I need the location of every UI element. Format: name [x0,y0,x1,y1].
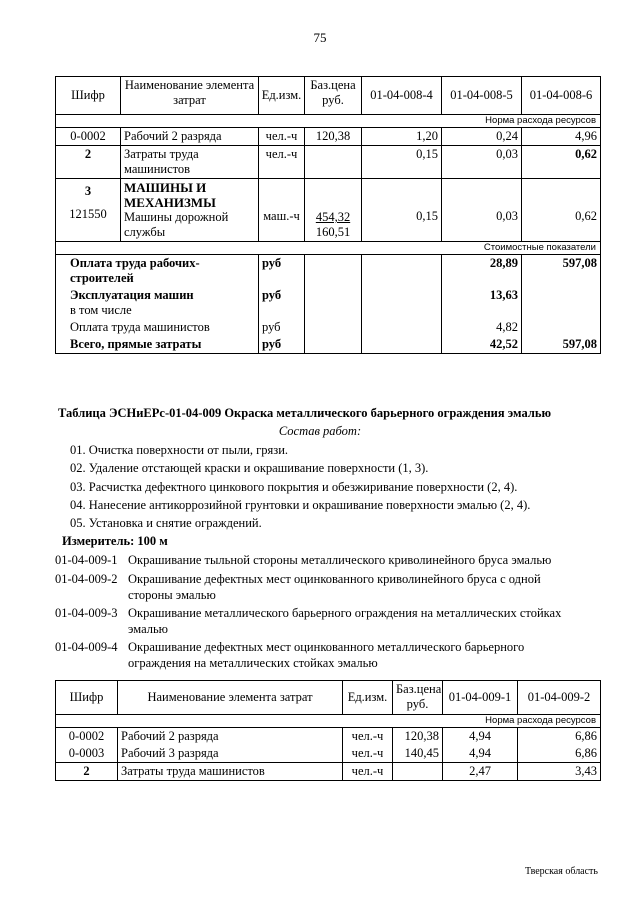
row-value: 0,62 [522,179,601,242]
row-code: 121550 [69,207,107,221]
summary-name: Всего, прямые затраты [56,336,259,354]
row-value: 3,43 [518,763,601,781]
header-col-1: 01-04-009-1 [443,681,518,715]
item-description: Окрашивание тыльной стороны металлического криволинейного бруса эмалью [128,553,552,567]
resource-table-008 [55,76,601,354]
norma-note: Норма расхода ресурсов [56,115,601,128]
item-code: 01-04-009-2 [55,572,118,586]
item-description [128,571,588,603]
row-unit: чел.-ч [343,728,393,746]
norma-note: Норма расхода ресурсов [56,715,601,728]
table-title: Таблица ЭСНиЕРс-01-04-009 Окраска металлического барьерного ограждения эмалью [58,406,552,420]
row-name: Машины дорожной службы [124,210,229,239]
summary-value: 13,63 [442,287,522,319]
row-value: 4,94 [443,728,518,746]
row-value: 0,15 [362,179,442,242]
row-value: 2,47 [443,763,518,781]
header-col-2: 01-04-008-5 [442,77,522,115]
summary-unit: руб [259,255,305,288]
item-description-line: Окрашивание дефектных мест оцинкованного металлического барьерного [128,640,525,654]
header-shifr: Шифр [56,681,118,715]
summary-name: Эксплуатация машин [70,288,194,302]
header-price: Баз.цена руб. [305,77,362,115]
item-description-line: эмалью [128,622,169,636]
summary-name: Оплата труда рабочих-строителей [56,255,259,288]
header-col-3: 01-04-008-6 [522,77,601,115]
row-value: 0,03 [442,146,522,179]
row-name: Затраты труда машинистов [118,763,343,781]
row-price-secondary: 160,51 [315,225,351,239]
item-description [128,605,588,637]
row-price: 454,32 [315,210,351,224]
item-description-line: Окрашивание дефектных мест оцинкованного криволинейного бруса с одной [128,572,541,586]
page-number: 75 [313,30,327,45]
cost-note: Стоимостные показатели [56,242,601,255]
work-item: 03. Расчистка дефектного цинкового покрытия и обезжиривание поверхности (2, 4). [70,480,518,494]
header-unit: Ед.изм. [259,77,305,115]
summary-value [522,287,601,319]
header-col-1: 01-04-008-4 [362,77,442,115]
header-name: Наименование элемента затрат [121,77,259,115]
row-value: 1,20 [362,128,442,146]
row-value: 0,15 [362,146,442,179]
work-item: 04. Нанесение антикоррозийной грунтовки и окрашивание поверхности эмалью (2, 4). [70,498,531,512]
summary-value: 42,52 [442,336,522,354]
works-subtitle: Состав работ: [278,424,362,438]
row-code: 2 [56,763,118,781]
header-price: Баз.цена руб. [393,681,443,715]
row-code: 0-0003 [56,745,118,763]
row-value: 0,24 [442,128,522,146]
header-shifr: Шифр [56,77,121,115]
row-price [393,763,443,781]
item-code: 01-04-009-4 [55,640,118,654]
summary-value: 28,89 [442,255,522,288]
item-code: 01-04-009-3 [55,606,118,620]
header-col-2: 01-04-009-2 [518,681,601,715]
work-item: 02. Удаление отстающей краски и окрашивание поверхности (1, 3). [70,461,429,475]
row-name: Затраты труда машинистов [121,146,259,179]
summary-unit: руб [259,287,305,319]
row-unit: чел.-ч [343,745,393,763]
summary-value: 597,08 [522,336,601,354]
row-price: 120,38 [393,728,443,746]
summary-value: 597,08 [522,255,601,288]
row-unit: чел.-ч [259,128,305,146]
row-code: 0-0002 [56,728,118,746]
resource-table-009 [55,680,601,781]
summary-subname: в том числе [70,303,132,317]
meter-label: Измеритель: 100 м [62,534,168,548]
header-name: Наименование элемента затрат [118,681,343,715]
row-value: 0,03 [442,179,522,242]
row-name: Рабочий 2 разряда [118,728,343,746]
work-item: 01. Очистка поверхности от пыли, грязи. [70,443,289,457]
row-code: 2 [56,146,121,179]
row-unit: чел.-ч [259,146,305,179]
row-value: 4,96 [522,128,601,146]
summary-value: 4,82 [442,319,522,336]
footer-region: Тверская область [524,866,598,877]
item-description [128,639,588,671]
item-description-line: Окрашивание металлического барьерного ограждения на металлических стойках [128,606,562,620]
row-name: Рабочий 3 разряда [118,745,343,763]
header-unit: Ед.изм. [343,681,393,715]
row-value: 6,86 [518,728,601,746]
section-heading: МАШИНЫ И МЕХАНИЗМЫ [124,180,216,210]
row-value: 6,86 [518,745,601,763]
row-value: 0,62 [522,146,601,179]
row-price: 120,38 [305,128,362,146]
row-unit: маш.-ч [259,179,305,242]
row-unit: чел.-ч [343,763,393,781]
row-price: 140,45 [393,745,443,763]
item-code: 01-04-009-1 [55,553,118,567]
row-price [305,146,362,179]
work-item: 05. Установка и снятие ограждений. [70,516,262,530]
summary-name: Оплата труда машинистов [56,319,259,336]
summary-unit: руб [259,336,305,354]
summary-value [522,319,601,336]
row-code: 3 [84,184,92,198]
item-description-line: стороны эмалью [128,588,216,602]
row-value: 4,94 [443,745,518,763]
row-code: 0-0002 [56,128,121,146]
item-description-line: ограждения на металлических стойках эмалью [128,656,378,670]
row-name: Рабочий 2 разряда [121,128,259,146]
summary-unit: руб [259,319,305,336]
